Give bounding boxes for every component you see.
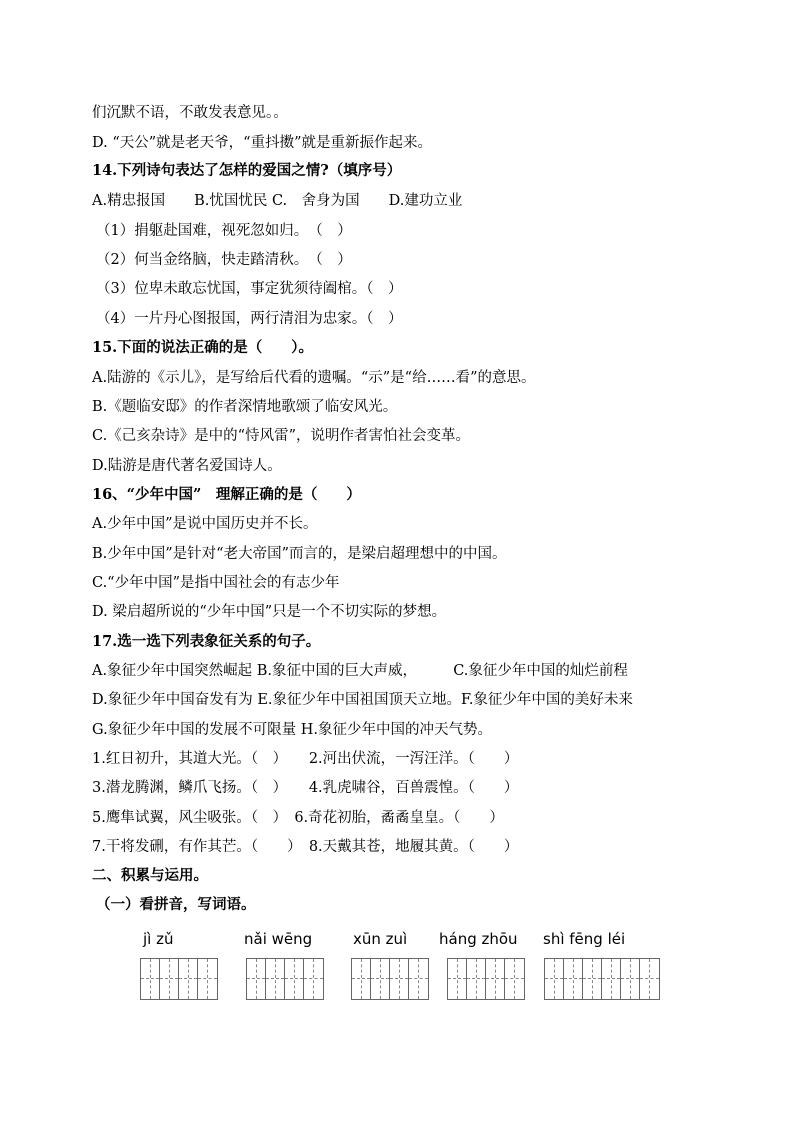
- question-heading: 14.下列诗句表达了怎样的爱国之情?（填序号）: [92, 162, 402, 179]
- writing-grid[interactable]: [246, 958, 324, 1000]
- pinyin-label: nǎi wēng: [244, 930, 313, 948]
- text-line: D. “天公”就是老天爷，“重抖擞”就是重新振作起来。: [92, 135, 432, 151]
- text-line: （1）捐躯赴国难，视死忽如归。 （ ）: [96, 223, 352, 239]
- writing-cell[interactable]: [505, 959, 524, 999]
- option-line: A.少年中国”是说中国历史并不长。: [92, 516, 318, 532]
- text-line: 7.干将发硎，有作其芒。（ ） 8.天戴其苍，地履其黄。（ ）: [92, 839, 519, 855]
- writing-cell[interactable]: [285, 959, 304, 999]
- writing-cell[interactable]: [486, 959, 505, 999]
- writing-cell[interactable]: [141, 959, 160, 999]
- question-heading: 15.下面的说法正确的是（ ）。: [92, 339, 313, 356]
- text-line: 3.潜龙腾渊，鳞爪飞扬。（ ） 4.乳虎啸谷，百兽震惶。（ ）: [92, 780, 519, 796]
- writing-cell[interactable]: [545, 959, 564, 999]
- option-line: B.少年中国”是针对“老大帝国”而言的，是梁启超理想中的中国。: [92, 546, 507, 562]
- writing-cell[interactable]: [602, 959, 621, 999]
- writing-cell[interactable]: [640, 959, 659, 999]
- writing-cell[interactable]: [198, 959, 217, 999]
- question-heading: 17.选一选下列表象征关系的句子。: [92, 633, 321, 650]
- writing-cell[interactable]: [583, 959, 602, 999]
- writing-cell[interactable]: [352, 959, 371, 999]
- writing-cell[interactable]: [179, 959, 198, 999]
- text-line: （2）何当金络脑，快走踏清秋。 （ ）: [96, 252, 352, 268]
- writing-grid[interactable]: [351, 958, 429, 1000]
- writing-cell[interactable]: [621, 959, 640, 999]
- option-line: C.《己亥杂诗》是中的“恃风雷”，说明作者害怕社会变革。: [92, 428, 471, 444]
- writing-cell[interactable]: [160, 959, 179, 999]
- writing-grid[interactable]: [140, 958, 218, 1000]
- text-line: 们沉默不语，不敢发表意见。。: [92, 105, 288, 121]
- text-line: 1.红日初升，其道大光。（ ） 2.河出伏流，一泻汪洋。（ ）: [92, 751, 519, 767]
- option-line: C.“少年中国”是指中国社会的有志少年: [92, 575, 340, 591]
- writing-cell[interactable]: [247, 959, 266, 999]
- text-line: （3）位卑未敢忘忧国，事定犹须待阖棺。（ ）: [96, 281, 403, 297]
- writing-grid[interactable]: [447, 958, 525, 1000]
- pinyin-label: jì zǔ: [143, 930, 174, 948]
- pinyin-label: háng zhōu: [439, 930, 518, 948]
- text-line: 5.鹰隼试翼，风尘吸张。（ ） 6.奇花初胎，矞矞皇皇。（ ）: [92, 810, 504, 826]
- pinyin-label: shì fēng léi: [543, 930, 626, 948]
- writing-cell[interactable]: [390, 959, 409, 999]
- writing-cell[interactable]: [467, 959, 486, 999]
- option-line: D.象征少年中国奋发有为 E.象征少年中国祖国顶天立地。F.象征少年中国的美好未来: [92, 692, 633, 708]
- writing-cell[interactable]: [266, 959, 285, 999]
- section-heading: 二、积累与运用。: [92, 867, 208, 884]
- writing-cell[interactable]: [564, 959, 583, 999]
- option-line: A.象征少年中国突然崛起 B.象征中国的巨大声威， C.象征少年中国的灿烂前程: [92, 663, 628, 679]
- option-line: B.《题临安邸》的作者深情地歌颂了临安风光。: [92, 399, 398, 415]
- option-line: D.陆游是唐代著名爱国诗人。: [92, 458, 282, 474]
- option-line: D. 梁启超所说的“少年中国”只是一个不切实际的梦想。: [92, 604, 447, 620]
- option-line: A.精忠报国 B.忧国忧民 C. 舍身为国 D.建功立业: [92, 193, 463, 209]
- question-heading: 16、“少年中国” 理解正确的是（ ）: [92, 486, 361, 503]
- writing-grid[interactable]: [544, 958, 660, 1000]
- subsection-heading: （一）看拼音，写词语。: [96, 896, 256, 913]
- writing-cell[interactable]: [371, 959, 390, 999]
- writing-cell[interactable]: [448, 959, 467, 999]
- text-line: （4）一片丹心图报国，两行清泪为忠家。（ ）: [96, 311, 403, 327]
- writing-cell[interactable]: [304, 959, 323, 999]
- option-line: A.陆游的《示儿》，是写给后代看的遗嘱。“示”是“给……看”的意思。: [92, 370, 536, 386]
- pinyin-label: xūn zuì: [353, 930, 408, 948]
- option-line: G.象征少年中国的发展不可限量 H.象征少年中国的冲天气势。: [92, 722, 493, 738]
- writing-cell[interactable]: [409, 959, 428, 999]
